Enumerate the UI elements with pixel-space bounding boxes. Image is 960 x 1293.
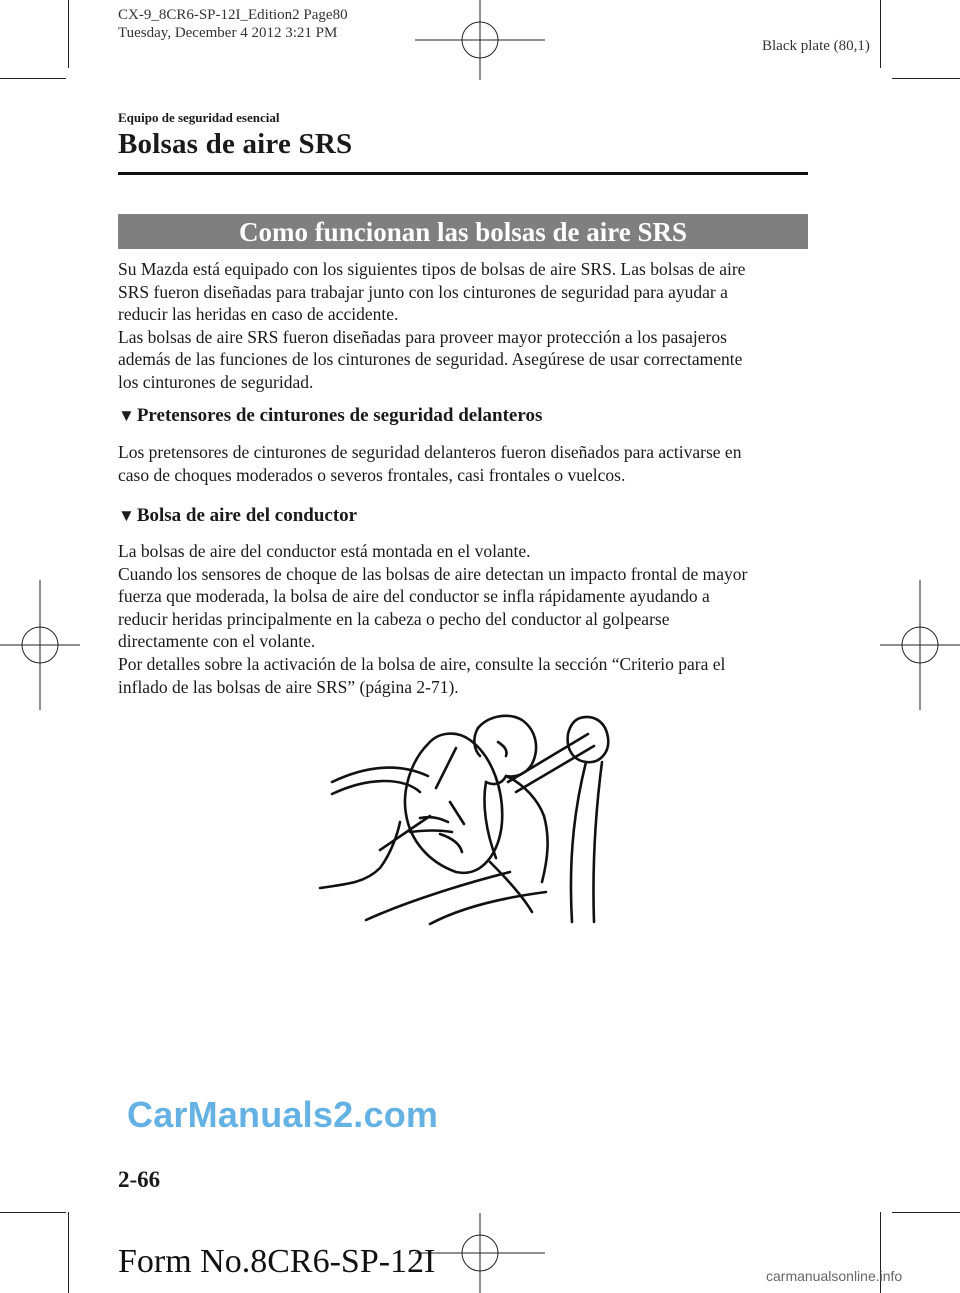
subheading-text: Bolsa de aire del conductor [136,505,358,526]
crop-mark [892,78,960,79]
footer-site: carmanualsonline.info [766,1268,903,1284]
text-line: Por detalles sobre la activación de la bolsa de aire, consulte la sección “Criterio para el [118,653,726,674]
text-line: fuerza que moderada, la bolsa de aire del conductor se infla rápidamente ayudando a [118,586,710,607]
crop-mark [68,1212,69,1293]
footer-form-number: Form No.8CR6-SP-12I [118,1243,436,1280]
text-line: Las bolsas de aire SRS fueron diseñadas para proveer mayor protección a los pasajeros [118,326,727,347]
text-line: SRS fueron diseñadas para trabajar junto con los cinturones de seguridad para ayudar a [118,281,728,302]
text-line: directamente con el volante. [118,631,316,652]
text-line: inflado de las bolsas de aire SRS” (página 2-71). [118,676,459,697]
text-line: los cinturones de seguridad. [118,371,314,392]
text-line: reducir heridas principalmente en la cabeza o pecho del conductor al golpearse [118,608,670,629]
text-line: reducir las heridas en caso de accidente. [118,304,399,325]
watermark: CarManuals2.com [127,1094,439,1135]
crop-mark [880,0,881,68]
section-label: Equipo de seguridad esencial [118,110,280,125]
crop-mark [0,78,66,79]
text-line: Su Mazda está equipado con los siguientes tipos de bolsas de aire SRS. Las bolsas de aire [118,259,746,279]
plate-label: Black plate (80,1) [762,38,870,54]
text-line: Cuando los sensores de choque de las bolsas de aire detectan un impacto frontal de mayor [118,563,748,584]
chapter-title: Bolsas de aire SRS [118,128,353,160]
text-line: Los pretensores de cinturones de seguridad delanteros fueron diseñados para activarse en [118,442,742,462]
print-slug-file: CX-9_8CR6-SP-12I_Edition2 Page80 [118,7,348,23]
driver-airbag-illustration [310,712,630,927]
triangle-down-icon: ▼ [118,506,135,525]
crop-mark [0,1212,66,1213]
registration-mark-right [880,580,960,710]
print-slug-date: Tuesday, December 4 2012 3:21 PM [118,25,338,41]
subheading-text: Pretensores de cinturones de seguridad delanteros [136,405,543,426]
print-slug [118,6,348,42]
banner-title: Como funcionan las bolsas de aire SRS [118,214,808,249]
text-line: La bolsas de aire del conductor está montada en el volante. [118,541,531,561]
subheading-pretensioners [118,405,542,427]
registration-mark-left [0,580,80,710]
crop-mark [68,0,69,68]
page-number: 2-66 [118,1167,161,1192]
text-line: caso de choques moderados o severos frontales, casi frontales o vuelcos. [118,464,626,485]
pretensioners-paragraph [118,441,808,486]
registration-mark-top [415,0,545,80]
subheading-driver-airbag [118,505,357,527]
triangle-down-icon: ▼ [118,406,135,425]
title-rule [118,172,808,175]
intro-paragraph [118,258,808,394]
driver-airbag-paragraph [118,540,808,698]
crop-mark [892,1212,960,1213]
text-line: además de las funciones de los cinturones de seguridad. Asegúrese de usar correctamente [118,349,743,370]
